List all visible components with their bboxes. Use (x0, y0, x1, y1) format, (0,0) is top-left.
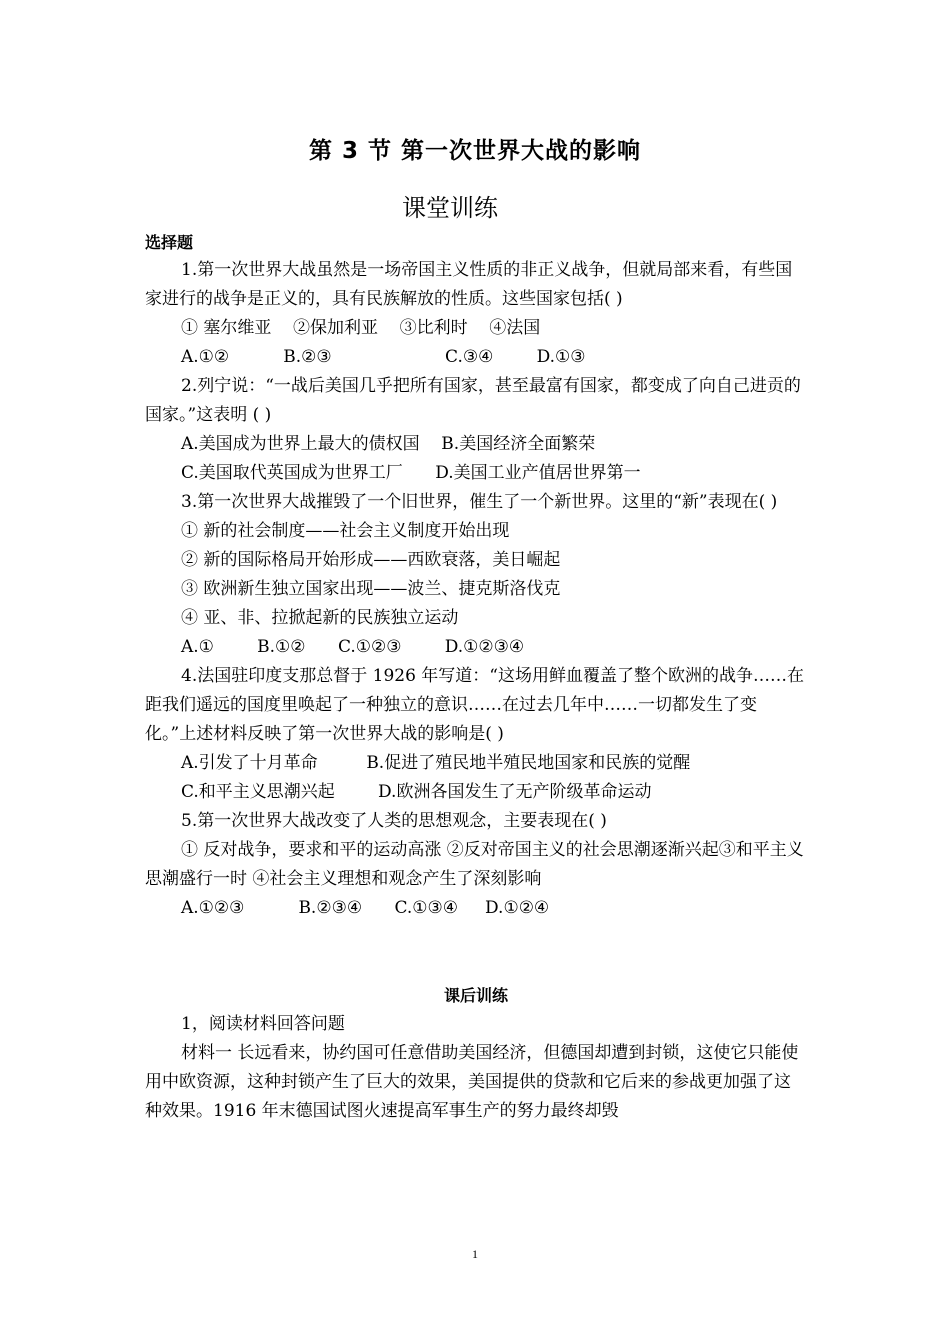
question-3-item-2: ② 新的国际格局开始形成——西欧衰落，美日崛起 (181, 550, 561, 570)
question-3-item-4: ④ 亚、非、拉掀起新的民族独立运动 (181, 608, 459, 628)
page-number: 1 (472, 1247, 478, 1261)
question-5-options: A.①②③ B.②③④ C.①③④ D.①②④ (181, 898, 550, 918)
question-4-option-row-2: C.和平主义思潮兴起 D.欧洲各国发生了无产阶级革命运动 (181, 782, 652, 802)
question-2-stem: 2.列宁说：“一战后美国几乎把所有国家，甚至最富有国家，都变成了向自己进贡的国家。”这表明 ( ) (145, 376, 801, 425)
question-4-stem: 4.法国驻印度支那总督于 1926 年写道：“这场用鲜血覆盖了整个欧洲的战争……在距我们遥远的国度里唤起了一种独立的意识……在过去几年中……一切都发生了变化。”上述材料反映了第一次世界大战的影响是( ) (145, 666, 804, 744)
after-question-1: 1，阅读材料回答问题 (181, 1014, 345, 1034)
question-body (145, 256, 807, 1126)
page-title: 第 3 节 第一次世界大战的影响 (308, 138, 642, 164)
spacer (145, 923, 807, 981)
question-2-option-row-1: A.美国成为世界上最大的债权国 B.美国经济全面繁荣 (181, 434, 596, 454)
question-3-options: A.① B.①② C.①②③ D.①②③④ (181, 637, 525, 657)
question-5-items: ① 反对战争，要求和平的运动高涨 ②反对帝国主义的社会思潮逐渐兴起③和平主义思潮盛行一时 ④社会主义理想和观念产生了深刻影响 (145, 840, 804, 889)
question-5-stem: 5.第一次世界大战改变了人类的思想观念，主要表现在( ) (181, 811, 607, 831)
section-subtitle: 课堂训练 (402, 194, 498, 222)
question-3-item-1: ① 新的社会制度——社会主义制度开始出现 (181, 521, 510, 541)
section-heading-choice: 选择题 (145, 233, 194, 252)
after-material-1: 材料一 长远看来，协约国可任意借助美国经济，但德国却遭到封锁，这使它只能使用中欧资源，这种封锁产生了巨大的效果，美国提供的贷款和它后来的参战更加强了这种效果。1916 年末德国试图火速提高军事生产的努力最终却毁 (145, 1043, 799, 1121)
question-1-stem: 1.第一次世界大战虽然是一场帝国主义性质的非正义战争，但就局部来看，有些国家进行的战争是正义的，具有民族解放的性质。这些国家包括( ) (145, 260, 793, 309)
question-2-option-row-2: C.美国取代英国成为世界工厂 D.美国工业产值居世界第一 (181, 463, 641, 483)
question-1-options: A.①② B.②③ C.③④ D.①③ (181, 347, 586, 367)
section-heading-after: 课后训练 (443, 986, 508, 1005)
question-3-item-3: ③ 欧洲新生独立国家出现——波兰、捷克斯洛伐克 (181, 579, 561, 599)
question-4-option-row-1: A.引发了十月革命 B.促进了殖民地半殖民地国家和民族的觉醒 (181, 753, 691, 773)
question-1-items: ① 塞尔维亚 ②保加利亚 ③比利时 ④法国 (181, 318, 541, 338)
question-3-stem: 3.第一次世界大战摧毁了一个旧世界，催生了一个新世界。这里的“新”表现在( ) (181, 492, 778, 512)
